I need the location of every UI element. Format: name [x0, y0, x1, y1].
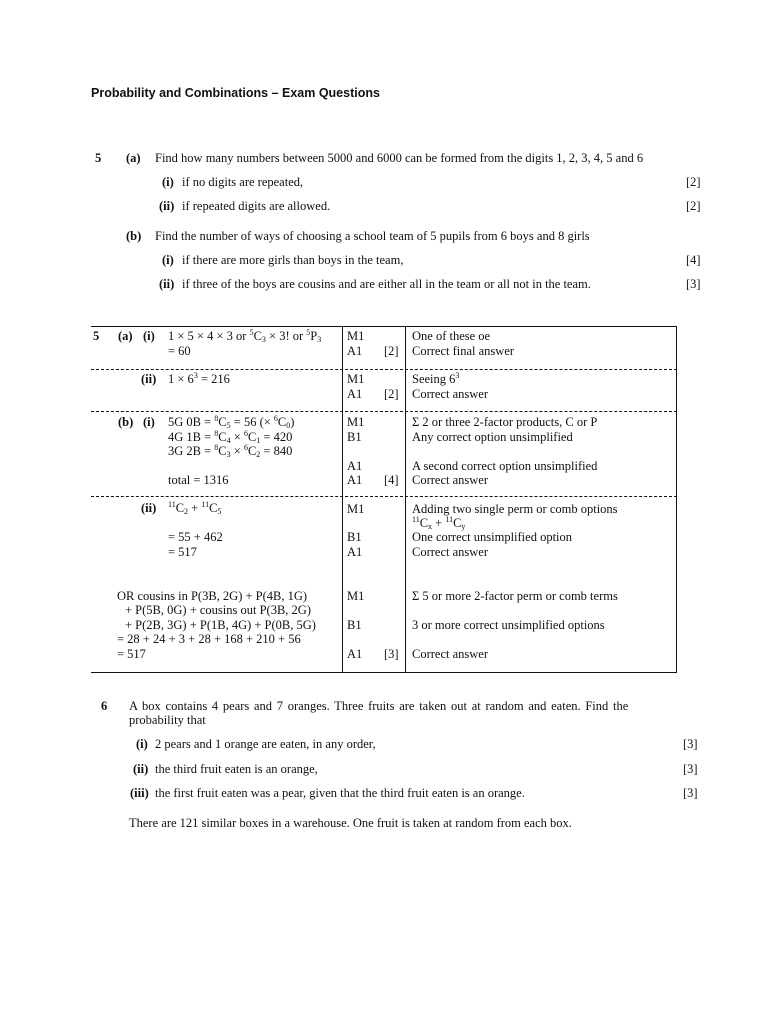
- ms-part-a-label: (a): [118, 329, 133, 343]
- row-separator: [91, 411, 677, 412]
- q5-b-ii-label: (ii): [159, 277, 175, 291]
- ms-a-ii-label: (ii): [141, 372, 157, 386]
- ms-b-i-label: (i): [143, 415, 155, 429]
- ms-b-i-total: [4]: [384, 473, 399, 487]
- ms-alt-guidance: 3 or more correct unsimplified options: [412, 618, 605, 632]
- ms-question-number: 5: [93, 329, 100, 343]
- ms-b-i-guidance: A second correct option unsimplified: [412, 459, 598, 473]
- q5-a-i-label: (i): [162, 175, 174, 189]
- ms-alt-working: = 517: [117, 647, 146, 661]
- q6-iii-mark: [3]: [683, 786, 698, 800]
- ms-a-i-guidance: Correct final answer: [412, 344, 515, 358]
- ms-a-i-working: 1 × 5 × 4 × 3 or $^5C_3 \times 3$! or $^5P_3$: [168, 328, 322, 344]
- q6-i-label: (i): [136, 737, 148, 751]
- ms-alt-guidance: Correct answer: [412, 647, 489, 661]
- ms-a-i-guidance: One of these oe: [412, 329, 491, 343]
- q5-part-b-label: (b): [126, 229, 142, 243]
- question-number-5: 5: [95, 151, 102, 165]
- ms-b-i-mark-code: A1: [347, 459, 363, 473]
- q6-iii-text: the first fruit eaten was a pear, given that the third fruit eaten is an orange.: [155, 786, 525, 800]
- table-divider-method: [342, 326, 343, 672]
- q6-ii-label: (ii): [133, 762, 149, 776]
- ms-alt-mark-code: A1: [347, 647, 363, 661]
- ms-b-ii-guidance: One correct unsimplified option: [412, 530, 573, 544]
- q6-i-mark: [3]: [683, 737, 698, 751]
- ms-b-i-mark-code: A1: [347, 473, 363, 487]
- q6-ii-text: the third fruit eaten is an orange,: [155, 762, 318, 776]
- table-bottom-border: [91, 672, 677, 673]
- ms-a-ii-total: [2]: [384, 387, 399, 401]
- ms-b-ii-label: (ii): [141, 501, 157, 515]
- q6-iii-label: (iii): [130, 786, 149, 800]
- q5-a-i-mark: [2]: [686, 175, 701, 189]
- ms-alt-guidance: Σ 5 or more 2-factor perm or comb terms: [412, 589, 618, 603]
- table-right-border: [676, 326, 677, 672]
- ms-b-i-guidance: Any correct option unsimplified: [412, 430, 573, 444]
- ms-b-ii-guidance: Correct answer: [412, 545, 489, 559]
- ms-b-ii-guidance: Adding two single perm or comb options: [412, 502, 618, 516]
- ms-b-i-total-line: total = 1316: [168, 473, 229, 487]
- ms-a-ii-mark-code: M1: [347, 372, 365, 386]
- ms-b-ii-guidance: $^{11}C_x + ^{11}C_y$: [412, 515, 466, 531]
- ms-alt-working: OR cousins in P(3B, 2G) + P(4B, 1G): [117, 589, 308, 603]
- q5-b-ii-text: if three of the boys are cousins and are either all in the team or all not in the team.: [182, 277, 591, 291]
- q6-extra-text: There are 121 similar boxes in a warehouse. One fruit is taken at random from each box.: [129, 816, 572, 830]
- q6-stem: A box contains 4 pears and 7 oranges. Three fruits are taken out at random and eaten. Find the: [129, 699, 629, 713]
- ms-a-ii-working: $1 \times 6^3 = 216$: [168, 371, 230, 386]
- q5-a-ii-mark: [2]: [686, 199, 701, 213]
- ms-b-ii-working: = 55 + 462: [168, 530, 223, 544]
- ms-b-i-guidance: Correct answer: [412, 473, 489, 487]
- ms-a-i-total: [2]: [384, 344, 399, 358]
- q5-a-ii-label: (ii): [159, 199, 175, 213]
- q5-part-b-text: Find the number of ways of choosing a school team of 5 pupils from 6 boys and 8 girls: [155, 229, 590, 243]
- ms-b-i-mark-code: M1: [347, 415, 365, 429]
- ms-b-ii-working: $^{11}C_2 + ^{11}C_5$: [168, 500, 222, 516]
- ms-alt-total: [3]: [384, 647, 399, 661]
- ms-part-b-label: (b): [118, 415, 134, 429]
- ms-b-i-mark-code: B1: [347, 430, 362, 444]
- q5-a-i-text: if no digits are repeated,: [182, 175, 304, 189]
- page-title: Probability and Combinations – Exam Questions: [91, 86, 380, 100]
- row-separator: [91, 496, 677, 497]
- q5-part-a-text: Find how many numbers between 5000 and 6000 can be formed from the digits 1, 2, 3, 4, 5 and 6: [155, 151, 644, 165]
- ms-a-i-mark-code: A1: [347, 344, 363, 358]
- table-divider-guidance: [405, 326, 406, 672]
- ms-b-ii-working: = 517: [168, 545, 197, 559]
- q5-b-i-text: if there are more girls than boys in the team,: [182, 253, 404, 267]
- ms-b-i-working: 5G $0B = ^8C_5 = 56$ (× $^6C_0$): [168, 414, 295, 430]
- ms-a-ii-guidance: Seeing $6^3$: [412, 371, 460, 386]
- ms-b-i-guidance: Σ 2 or three 2-factor products, C or P: [412, 415, 598, 429]
- q5-part-a-label: (a): [126, 151, 141, 165]
- ms-a-i-mark-code: M1: [347, 329, 365, 343]
- ms-alt-mark-code: M1: [347, 589, 365, 603]
- ms-b-ii-mark-code: B1: [347, 530, 362, 544]
- row-separator: [91, 369, 677, 370]
- ms-alt-working: = 28 + 24 + 3 + 28 + 168 + 210 + 56: [117, 632, 301, 646]
- ms-b-ii-mark-code: A1: [347, 545, 363, 559]
- ms-b-i-working: 4G $1B = ^8C_4 \times ^6C_1 = 420$: [168, 429, 293, 445]
- ms-a-i-answer: = 60: [168, 344, 191, 358]
- q6-i-text: 2 pears and 1 orange are eaten, in any order,: [155, 737, 376, 751]
- q5-b-i-mark: [4]: [686, 253, 701, 267]
- q6-stem: probability that: [129, 713, 206, 727]
- ms-a-ii-guidance: Correct answer: [412, 387, 489, 401]
- q5-b-i-label: (i): [162, 253, 174, 267]
- q5-a-ii-text: if repeated digits are allowed.: [182, 199, 331, 213]
- ms-b-i-working: 3G $2B = ^8C_3 \times ^6C_2 = 840$: [168, 443, 293, 459]
- ms-a-ii-mark-code: A1: [347, 387, 363, 401]
- q5-b-ii-mark: [3]: [686, 277, 701, 291]
- ms-a-i-label: (i): [143, 329, 155, 343]
- ms-alt-mark-code: B1: [347, 618, 362, 632]
- q6-ii-mark: [3]: [683, 762, 698, 776]
- table-top-border: [91, 326, 677, 327]
- ms-alt-working: + P(5B, 0G) + cousins out P(3B, 2G): [125, 603, 311, 617]
- question-number-6: 6: [101, 699, 108, 713]
- ms-b-ii-mark-code: M1: [347, 502, 365, 516]
- ms-alt-working: + P(2B, 3G) + P(1B, 4G) + P(0B, 5G): [125, 618, 316, 632]
